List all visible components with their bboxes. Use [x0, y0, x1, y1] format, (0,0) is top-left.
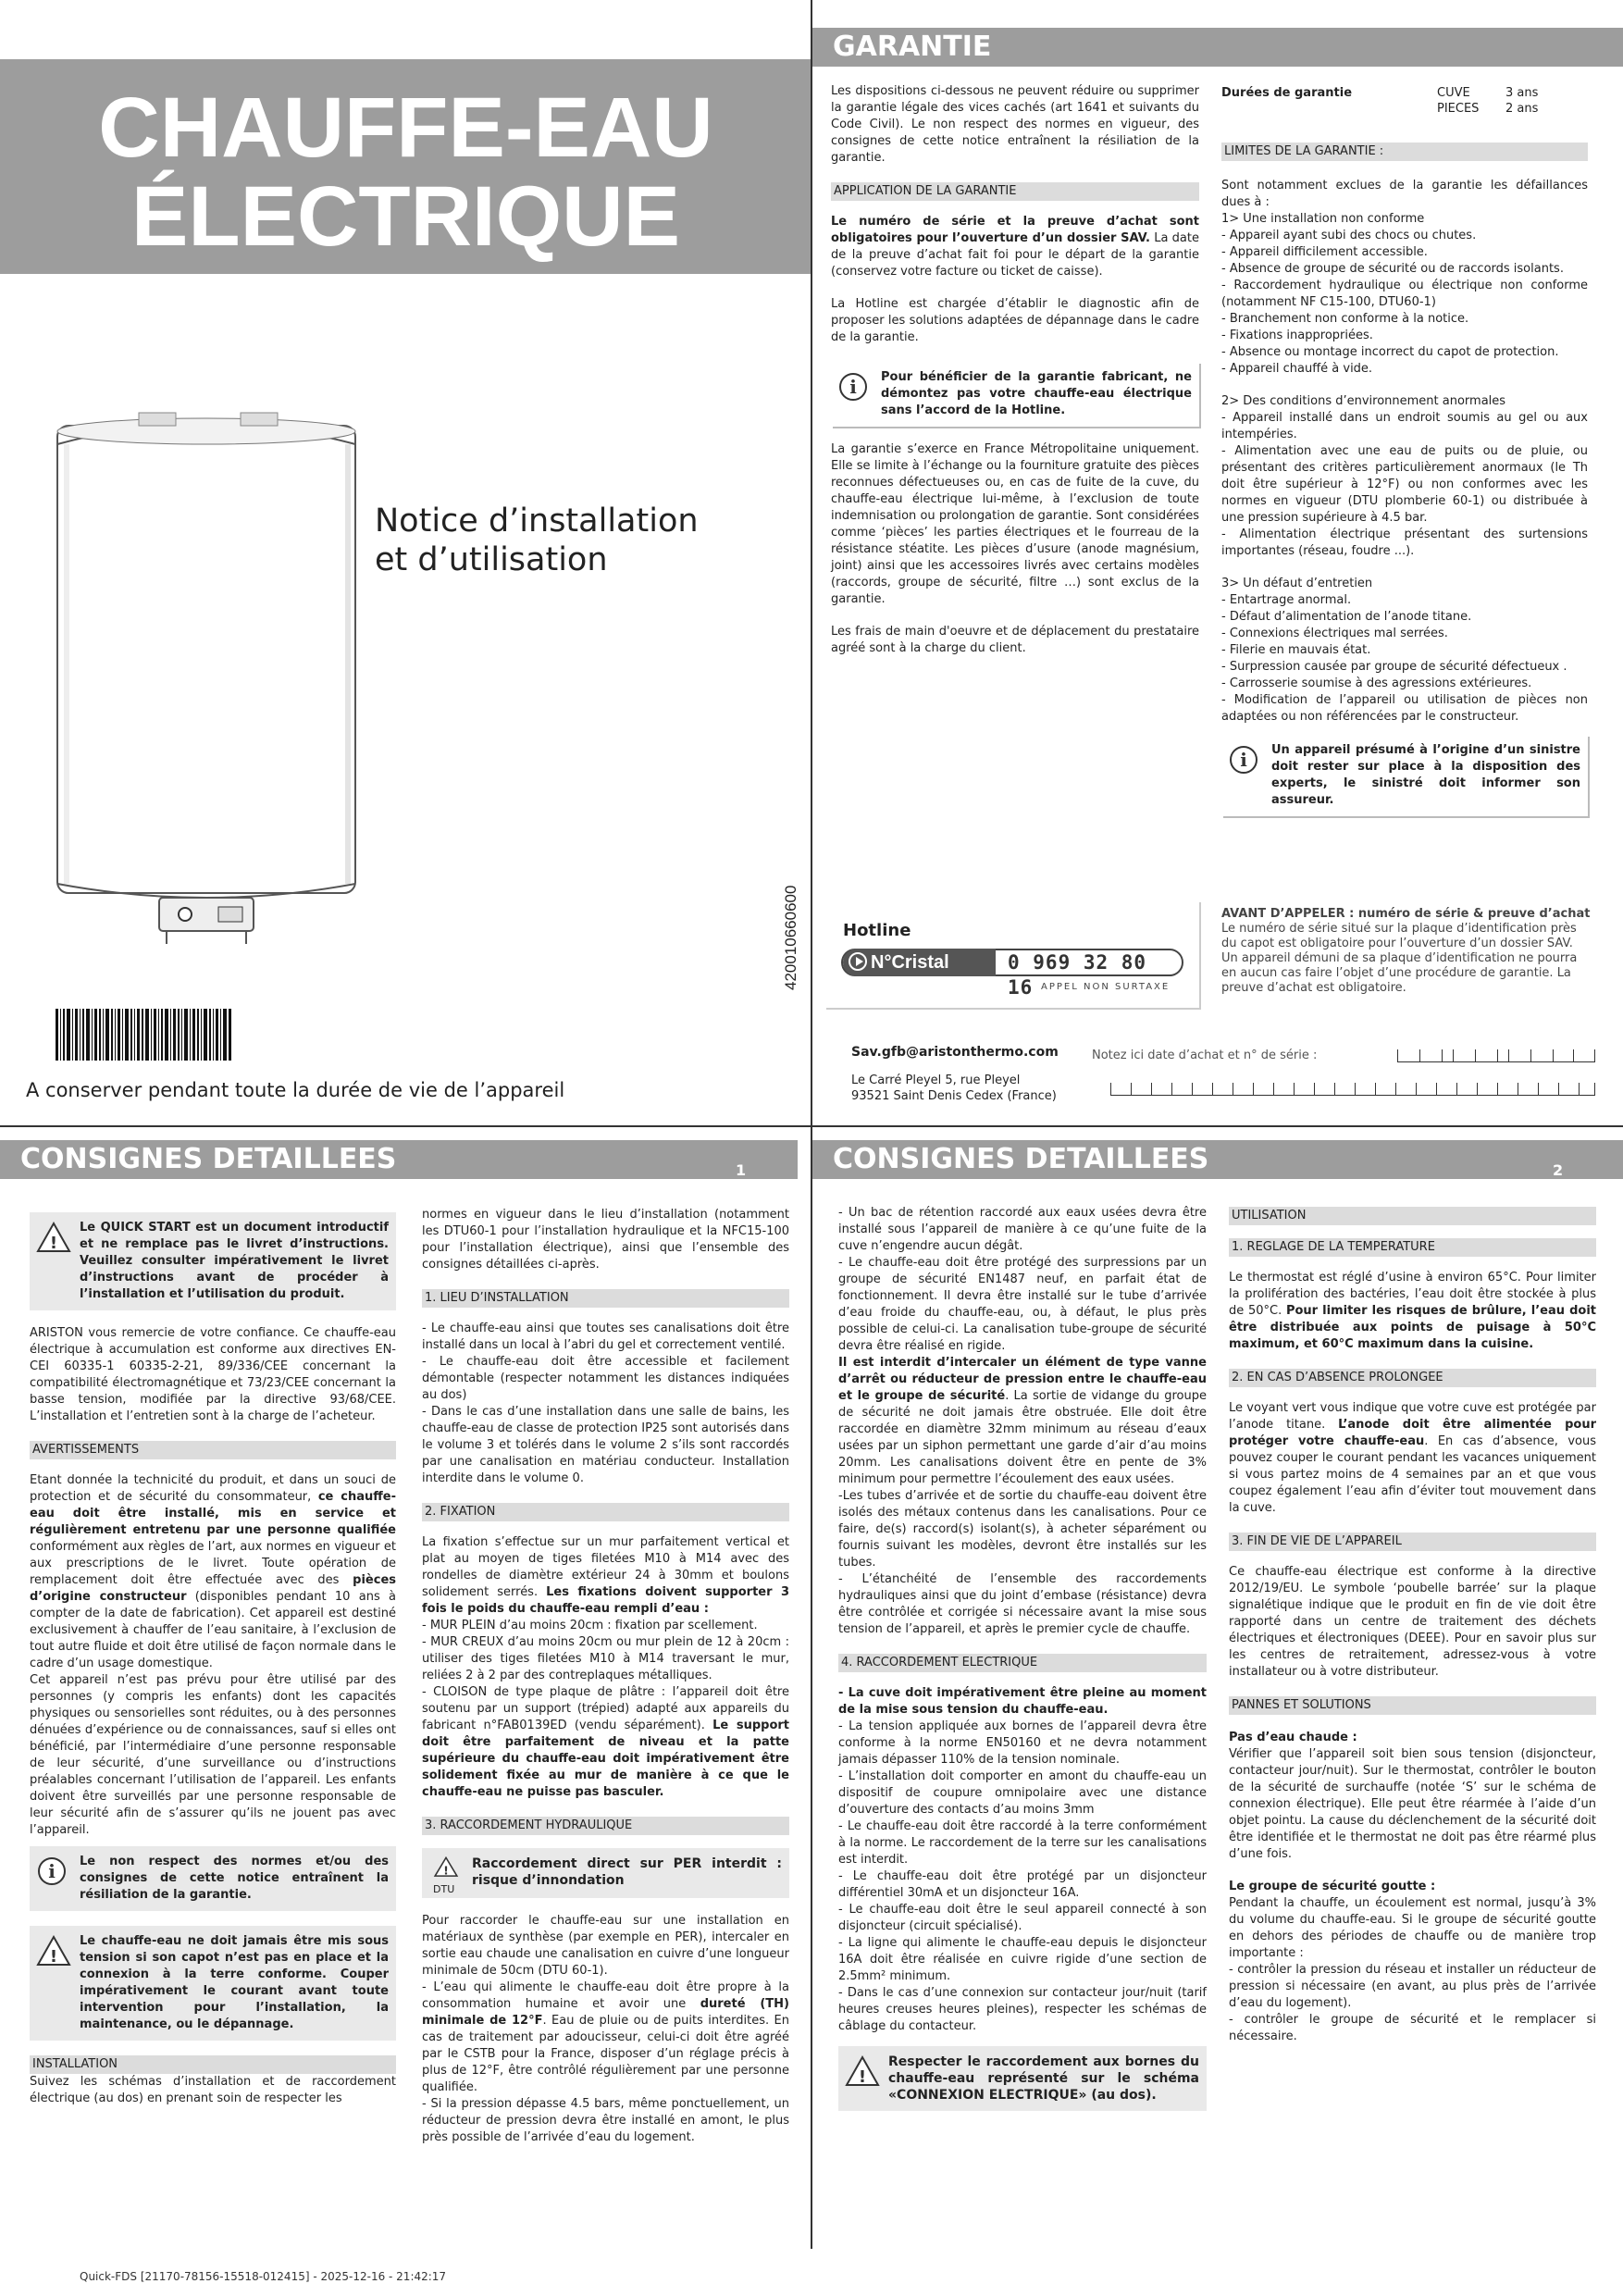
hydraulique-heading: 3. RACCORDEMENT HYDRAULIQUE	[422, 1817, 789, 1835]
bac-retention-p: - Un bac de rétention raccordé aux eaux usées devra être installé sous l’appareil de manière à ce qu’une fuite de la cuve n’engendre aucun dégât.	[838, 1206, 1207, 1253]
limite-item: - Absence ou montage incorrect du capot de protection.	[1221, 345, 1559, 359]
limite-item: - Défaut d’alimentation de l’anode titane.	[1221, 610, 1472, 624]
hotline-label: Hotline	[843, 921, 911, 940]
svg-text:i: i	[48, 1860, 56, 1882]
fin-de-vie-p: Ce chauffe-eau électrique est conforme à la directive 2012/19/EU. Le symbole ‘poubelle barrée’ sur la plaque signalétique indique que le produit en fin de vie doit être rapporté dans un centre de traitement des déchets électriques et électroniques (DEEE). Pour en savoir plus sur les centres de retraitement, adressez-vous à votre installateur ou à votre distributeur.	[1229, 1565, 1596, 1679]
vanne-interdite-p: Il est interdit d’intercaler un élément de type vanne d’arrêt ou réducteur de pression entre le chauffe-eau et le groupe de sécurité. La sortie de vidange du groupe de sécurité ne doit jamais être obstruée. Elle doit être raccordée en diamètre 32mm minimum au réseau d’eaux usées par un siphon permettant une garde d’air d’au moins 20mm. Les canalisations doivent être en pente de 3% minimum pour permettre l’écoulement des eaux usées.	[838, 1356, 1207, 1486]
pannes-heading: PANNES ET SOLUTIONS	[1229, 1696, 1596, 1715]
hydraulique-p3: - Si la pression dépasse 4.5 bars, même ponctuellement, un réducteur de pression devra être installé en amont, le plus près possible de l’arrivée d’eau du logement.	[422, 2097, 789, 2144]
elec-p8: - Dans le cas d’une connexion sur contacteur jour/nuit (tarif heures creuses heures pleines), respecter les schémas de câblage du contacteur.	[838, 1986, 1207, 2033]
footer-reference: Quick-FDS [21170-78156-15518-012415] - 2025-12-16 - 21:42:17	[80, 2270, 447, 2283]
garantie-right-column	[1221, 85, 1588, 831]
bottom-vertical-divider	[811, 1127, 812, 2249]
page-number-2: 2	[1553, 1161, 1564, 1179]
avertissements-p1: Etant donnée la technicité du produit, et dans un souci de protection et de sécurité du consommateur, ce chauffe-eau doit être installé, mis en service et régulièrement entretenu par une personne qualifiée conformément aux règles de l’art, aux normes en vigueur et aux prescriptions de le livret. Toute opération de remplacement doit être effectuée avec des pièces d’origine constructeur (disponibles pendant 10 ans à compter de la date de fabrication). Cet appareil est destiné exclusivement à chauffer de l’eau sanitaire, à l’exclusion de tout autre fluide et doit être utilisé de façon normale dans le cadre d’un usage domestique.	[30, 1473, 397, 1670]
durees-block	[1221, 85, 1588, 117]
garantie-left-column	[831, 83, 1199, 673]
subtitle-line2: et d’utilisation	[375, 541, 608, 578]
limite-item: - Carrosserie soumise à des agressions extérieures.	[1221, 676, 1532, 690]
cover-title-line1: CHAUFFE-EAU	[98, 81, 713, 175]
reglage-heading: 1. REGLAGE DE LA TEMPERATURE	[1229, 1238, 1596, 1257]
pas-eau-chaude-p: Vérifier que l’appareil soit bien sous tension (disjoncteur, contacteur jour/nuit). Sur le thermostat, contrôler le bouton de la sécurité de surchauffe (notée ‘S’ sur le schéma de connexion électrique). Elle peut être réarmée à l’aide d’un objet pointu. La cause du déclenchement de la sécurité doit être identifiée et le thermostat ne doit pas être réarmé plus d’une fois.	[1229, 1747, 1596, 1861]
limite-item: - Surpression causée par groupe de sécurité défectueux .	[1221, 660, 1567, 674]
lieu-p1: - Le chauffe-eau ainsi que toutes ses canalisations doit être installé dans un local à l’abri du gel et correctement ventilé.	[422, 1322, 789, 1352]
subtitle-line1: Notice d’installation	[375, 503, 699, 540]
avertissements-p2: Cet appareil n’est pas prévu pour être utilisé par des personnes (y compris les enfants) dont les capacités physiques ou sensorielles sont réduites, ou à des personnes dénuées d’expérience ou de connaissances, sauf si elles ont bénéficié, par l’intermédiaire d’une personne responsable de leur sécurité, d’une surveillance ou d’instructions préalables concernant l’utilisation de l’appareil. Les enfants doivent être surveillés par une personne responsable de leur sécurité afin de s’assurer qu’ils ne jouent pas avec l’appareil.	[30, 1673, 396, 1837]
info-icon	[836, 369, 873, 404]
play-icon	[849, 952, 867, 971]
cover-title-line2: ÉLECTRIQUE	[131, 169, 680, 264]
limite-item: - Connexions électriques mal serrées.	[1221, 627, 1448, 640]
normes-box: i Le non respect des normes et/ou des consignes de cette notice entraînent la résiliation de la garantie.	[30, 1846, 396, 1911]
svg-text:!: !	[443, 1863, 449, 1878]
durees-table	[1437, 85, 1538, 117]
limite-item: - Appareil chauffé à vide.	[1221, 362, 1373, 376]
vertical-code: 420010660600	[782, 885, 799, 990]
warning-icon	[35, 1933, 72, 1968]
avant-appeler-block	[1221, 907, 1592, 996]
durees-label: Durées de garantie	[1221, 86, 1353, 100]
avertissements-heading: AVERTISSEMENTS	[30, 1441, 396, 1459]
limite-item: - Raccordement hydraulique ou électrique non conforme (notamment NF C15-100, DTU60-1)	[1221, 279, 1588, 309]
hotline-box	[826, 902, 1201, 1010]
installation-heading: INSTALLATION	[30, 2055, 396, 2074]
limite-item: - Appareil ayant subi des chocs ou chutes.	[1221, 229, 1477, 242]
cover-subtitle	[375, 502, 699, 579]
limite-item: - Alimentation électrique présentant des surtensions importantes (réseau, foudre ...).	[1221, 527, 1588, 558]
goutte-p2: - contrôler la pression du réseau et installer un réducteur de pression si nécessaire (en avant, au plus près de l’arrivée d’eau du logement).	[1229, 1963, 1596, 2010]
cristal-logo: N°Cristal	[843, 949, 996, 976]
goutte-p1: Pendant la chauffe, un écoulement est normal, jusqu’à 3% du volume du chauffe-eau. Si le groupe de sécurité goutte en dehors des périodes de chauffe ou de manière trop importante :	[1229, 1896, 1596, 1960]
cover-title-block	[0, 59, 812, 274]
dtu-label: DTU	[433, 1883, 455, 1895]
garantie-header: GARANTIE	[812, 28, 1623, 67]
application-p3: La garantie s’exerce en France Métropolitaine uniquement. Elle se limite à l’échange ou la fourniture gratuite des pièces reconnues défectueuses ou, en cas de fuite de la cuve, du chauffe-eau électrique lui-même, à l’exclusion de toute indemnisation ou prolongation de garantie. Sont considérées comme ‘pièces’ les parties électriques et le fourreau de la résistance stéatite. Les pièces d’usure (anode magnésium, joint) ainsi que les accessoires livrés avec certains modèles (raccords, groupe de sécurité, filtre …) sont exclus de la garantie.	[831, 442, 1199, 606]
limite-item: - Filerie en mauvais état.	[1221, 643, 1371, 657]
conserve-note: A conserver pendant toute la durée de vie de l’appareil	[26, 1079, 565, 1101]
fixation-p3: - MUR CREUX d’au moins 20cm ou mur plein de 12 à 20cm : utiliser des tiges filetées M10 à M14 traversant le mur, reliées 2 à 2 par des contreplaques métalliques.	[422, 1635, 789, 1682]
top-vertical-divider	[811, 0, 812, 1125]
page2-column2	[1229, 1205, 1596, 2045]
hotline-phone-number[interactable]: 0 969 32 80 16	[1008, 951, 1147, 999]
dtu-warning-icon	[427, 1855, 465, 1895]
page2-header: CONSIGNES DETAILLEES 2	[812, 1140, 1623, 1179]
address-line2: 93521 Saint Denis Cedex (France)	[851, 1089, 1057, 1103]
groupe-securite-p: - Le chauffe-eau doit être protégé des surpressions par un groupe de sécurité EN1487 neuf, en parfait état de fonctionnement. Il devra être installé sur le tube d’arrivée d’eau froide du chauffe-eau, ou, à défaut, le plus près possible de celui-ci. La canalisation tube-groupe de sécurité devra être réalisé en rigide.	[838, 1256, 1207, 1353]
fixation-heading: 2. FIXATION	[422, 1503, 789, 1521]
application-p2: La Hotline est chargée d’établir le diagnostic afin de proposer les solutions adaptées de dépannage dans le cadre de la garantie.	[831, 297, 1199, 344]
note-date-serial-label: Notez ici date d’achat et n° de série :	[1092, 1049, 1318, 1062]
quick-start-box: ! Le QUICK START est un document introductif et ne remplace pas le livret d’instructions. Veuillez consulter impérativement le livret d’instructions avant de procéder à l’installation et l’utilisation du produit.	[30, 1212, 396, 1310]
elec-p2: - La tension appliquée aux bornes de l’appareil devra être conforme à la norme EN50160 et ne devra notamment jamais dépasser 110% de la tension nominale.	[838, 1719, 1207, 1767]
goutte-p3: - contrôler le groupe de sécurité et le remplacer si nécessaire.	[1229, 2013, 1596, 2043]
limite-item: 2> Des conditions d’environnement anormales	[1221, 394, 1506, 408]
pas-eau-chaude-heading: Pas d’eau chaude :	[1229, 1731, 1357, 1744]
sinistre-box: i Un appareil présumé à l’origine d’un sinistre doit rester sur place à la disposition des experts, le sinistré doit informer son assureur.	[1221, 735, 1588, 816]
svg-text:i: i	[849, 376, 857, 398]
elec-p5: - Le chauffe-eau doit être protégé par un disjoncteur différentiel 30mA et un disjoncteur 16A.	[838, 1869, 1207, 1900]
page1-column1	[30, 1205, 396, 2107]
duree-row: PIECES 2 ans	[1437, 102, 1539, 116]
garantie-intro: Les dispositions ci-dessous ne peuvent réduire ou supprimer la garantie légale des vices cachés (art 1641 et suivants du Code Civil). Le non respect des normes en vigueur, des consignes de cette notice entraînent la résiliation de la garantie.	[831, 84, 1199, 165]
hydraulique-p1: Pour raccorder le chauffe-eau sur une installation en matériaux de synthèse (par exemple en PER), intercaler en sortie eau chaude une canalisation en cuivre d’une longueur minimale de 50cm (DTU 60-1).	[422, 1914, 789, 1978]
fixation-p2: - MUR PLEIN d’au moins 20cm : fixation par scellement.	[422, 1619, 758, 1632]
serial-tick-field[interactable]	[1110, 1083, 1595, 1096]
tension-warning-box: ! Le chauffe-eau ne doit jamais être mis sous tension si son capot n’est pas en place et la connexion à la terre conforme. Couper impérativement le courant avant toute intervention pour l’installation, la maintenance, ou le dépannage.	[30, 1926, 396, 2041]
limites-list-3	[1221, 576, 1588, 726]
warning-icon	[35, 1220, 72, 1255]
sav-email-link[interactable]: Sav.gfb@aristonthermo.com	[851, 1045, 1059, 1060]
limite-item: - Appareil installé dans un endroit soumis au gel ou aux intempéries.	[1221, 411, 1588, 441]
date-tick-field[interactable]	[1397, 1049, 1595, 1062]
elec-p7: - La ligne qui alimente le chauffe-eau depuis le disjoncteur 16A doit être réalisée en cuivre rigide d’une section de 2.5mm² minimum.	[838, 1936, 1207, 1983]
limite-item: - Appareil difficilement accessible.	[1221, 245, 1428, 259]
limite-item: 3> Un défaut d’entretien	[1221, 577, 1373, 590]
limite-item: - Modification de l’appareil ou utilisation de pièces non adaptées ou non référencées par le constructeur.	[1221, 693, 1588, 724]
hotline-warning-box: i Pour bénéficier de la garantie fabricant, ne démontez pas votre chauffe-eau électrique sans l’accord de la Hotline.	[831, 362, 1199, 427]
lieu-p3: - Dans le cas d’une installation dans une salle de bains, les chauffe-eau de classe de protection IP25 sont autorisés dans le volume 3 et tolérés dans le volume 2 s’ils sont raccordés par une canalisation en matériau conducteur. Installation interdite dans le volume 0.	[422, 1405, 789, 1485]
absence-p: Le voyant vert vous indique que votre cuve est protégée par l’anode titane. L’anode doit être alimentée pour protéger votre chauffe-eau. En cas d’absence, vous pouvez couper le courant pendant les vacances uniquement si vous partez moins de 4 semaines par an et que vous coupez également l’eau afin d’éviter tout mouvement dans la cuve.	[1229, 1401, 1597, 1515]
limites-list-2	[1221, 393, 1588, 560]
hydraulique-p2: - L’eau qui alimente le chauffe-eau doit être propre à la consommation humaine et avoir une dureté (TH) minimale de 12°F. Eau de pluie ou de puits interdites. En cas de traitement par adoucisseur, celui-ci doit être agréé par le CSTB pour la France, disposer d’un réglage précis à plus de 12°F, être contrôlé régulièrement par une personne qualifiée.	[422, 1980, 789, 2094]
per-warning-box: ! DTU Raccordement direct sur PER interdit : risque d’innondation	[422, 1848, 789, 1898]
page2-column1	[838, 1205, 1207, 2126]
limite-item: - Fixations inappropriées.	[1221, 329, 1373, 342]
warning-icon	[844, 2054, 881, 2089]
lieu-p2: - Le chauffe-eau doit être accessible et facilement démontable (respecter notamment les distances indiquées au dos)	[422, 1355, 789, 1402]
fixation-p1: La fixation s’effectue sur un mur parfaitement vertical et plat au moyen de tiges filetées M10 à M14 avec des rondelles de diamètre extérieur 24 à 30mm et boulons solidement serrés. Les fixations doivent supporter 3 fois le poids du chauffe-eau rempli d’eau :	[422, 1535, 790, 1616]
installation-p: Suivez les schémas d’installation et de raccordement électrique (au dos) en prenant soin de respecter les	[30, 2075, 396, 2105]
address-line1: Le Carré Pleyel 5, rue Pleyel	[851, 1074, 1021, 1087]
etancheite-p: - L’étanchéité de l’ensemble des raccordements hydrauliques ainsi que du joint d’embase (résistance) devra être contrôlée et corrigée si nécessaire avant la mise sous tension de l’appareil, et après le premier cycle de chauffe.	[838, 1572, 1207, 1636]
limite-item: - Branchement non conforme à la notice.	[1221, 312, 1469, 326]
fin-de-vie-heading: 3. FIN DE VIE DE L’APPAREIL	[1229, 1533, 1596, 1551]
page1-column2	[422, 1207, 789, 2146]
lieu-heading: 1. LIEU D’INSTALLATION	[422, 1289, 789, 1308]
page1-header: CONSIGNES DETAILLEES 1	[0, 1140, 798, 1179]
limite-item: - Entartrage anormal.	[1221, 593, 1352, 607]
application-p1: Le numéro de série et la preuve d’achat sont obligatoires pour l’ouverture d’un dossier SAV. La date de la preuve d’achat fait foi pour le départ de la garantie (conservez votre facture ou ticket de caisse).	[831, 215, 1199, 279]
application-heading: APPLICATION DE LA GARANTIE	[831, 182, 1199, 201]
svg-text:i: i	[1240, 749, 1247, 771]
avant-text: Le numéro de série situé sur la plaque d’identification près du capot est obligatoire pour l’ouverture d’un dossier SAV. Un appareil démuni de sa plaque d’identification ne pourra en aucun cas faire l’objet d’une procédure de garantie. La preuve d’achat est obligatoire.	[1221, 922, 1578, 995]
avant-title: AVANT D’APPELER : numéro de série & preuve d’achat	[1221, 907, 1591, 921]
goutte-heading: Le groupe de sécurité goutte :	[1229, 1880, 1436, 1893]
elec-p1: - La cuve doit impérativement être pleine au moment de la mise sous tension du chauffe-eau.	[838, 1686, 1207, 1717]
limite-item: 1> Une installation non conforme	[1221, 212, 1425, 226]
limite-item: - Absence de groupe de sécurité ou de raccords isolants.	[1221, 262, 1564, 276]
page-number-1: 1	[736, 1161, 747, 1179]
info-icon	[35, 1854, 72, 1889]
svg-text:!: !	[49, 1234, 58, 1253]
elec-p4: - Le chauffe-eau doit être raccordé à la terre conformément à la norme. Le raccordement de la terre sur les canalisations est interdit.	[838, 1819, 1207, 1867]
application-p4: Les frais de main d'oeuvre et de déplacement du prestataire agréé sont à la charge du client.	[831, 625, 1199, 655]
limite-item: - Alimentation avec une eau de puits ou de pluie, ou présentant des critères particulièrement anormaux (le Th doit être supérieur à 12°F) ou non conformes avec les normes en vigueur (DTU plomberie 60-1) ou distribuée à une pression supérieure à 4.5 bar.	[1221, 444, 1588, 525]
elec-p6: - Le chauffe-eau doit être le seul appareil connecté à son disjoncteur (circuit spécialisé).	[838, 1903, 1207, 1933]
info-icon	[1227, 742, 1264, 777]
electrique-heading: 4. RACCORDEMENT ELECTRIQUE	[838, 1654, 1207, 1672]
reglage-p: Le thermostat est réglé d’usine à environ 65°C. Pour limiter la prolifération des bactéries, l’eau doit être stockée à plus de 50°C. Pour limiter les risques de brûlure, l’eau doit être distribuée aux points de puisage à 50°C maximum, et 60°C maximum dans la cuisine.	[1229, 1271, 1596, 1351]
normes-paragraph: normes en vigueur dans le lieu d’installation (notamment les DTU60-1 pour l’installation hydraulique et la NFC15-100 pour l’installation électrique), ainsi que l’ensemble des consignes détaillées ci-après.	[422, 1208, 789, 1272]
schema-warning-box: ! Respecter le raccordement aux bornes du chauffe-eau représenté sur le schéma «CONNEXION ELECTRIQUE» (au dos).	[838, 2046, 1207, 2111]
intro-paragraph: ARISTON vous remercie de votre confiance. Ce chauffe-eau électrique à accumulation est conforme aux directives EN-CEI 60335-1 60335-2-21, 89/336/CEE concernant la compatibilité électromagnétique et 73/23/CEE concernant la basse tension, modifiée par la directive 93/68/CEE. L’installation et l’entretien sont à la charge de l’acheteur.	[30, 1326, 396, 1423]
svg-text:!: !	[858, 2067, 867, 2087]
water-heater-illustration	[56, 407, 361, 953]
limites-heading: LIMITES DE LA GARANTIE :	[1221, 143, 1588, 161]
fixation-p4: - CLOISON de type plaque de plâtre : l’appareil doit être soutenu par un support (trépied) adapté aux appareils du fabricant n°FAB0139ED (vendu séparément). Le support doit être parfaitement de niveau et la patte supérieure du chauffe-eau doit impérativement être solidement fixée au mur de manière à ce que le chauffe-eau ne puisse pas basculer.	[422, 1685, 789, 1799]
utilisation-heading: UTILISATION	[1229, 1207, 1596, 1225]
absence-heading: 2. EN CAS D’ABSENCE PROLONGEE	[1229, 1369, 1596, 1387]
limites-intro: Sont notamment exclues de la garantie les défaillances dues à :	[1221, 179, 1588, 209]
limites-list-1	[1221, 211, 1588, 378]
duree-row: CUVE 3 ans	[1437, 86, 1539, 100]
raccords-isolants-p: -Les tubes d’arrivée et de sortie du chauffe-eau doivent être isolés des métaux contenus dans les canalisations. Pour ce faire, de(s) raccord(s) isolant(s), à acheter séparément ou fournis suivant les modèles, devront être installés sur les tubes.	[838, 1489, 1207, 1570]
svg-text:!: !	[49, 1947, 58, 1967]
barcode	[56, 1009, 231, 1061]
elec-p3: - L’installation doit comporter en amont du chauffe-eau un dispositif de coupure omnipolaire avec une distance d’ouverture des contacts d’au moins 3mm	[838, 1769, 1207, 1817]
appel-non-surtaxe: APPEL NON SURTAXE	[1041, 982, 1171, 992]
